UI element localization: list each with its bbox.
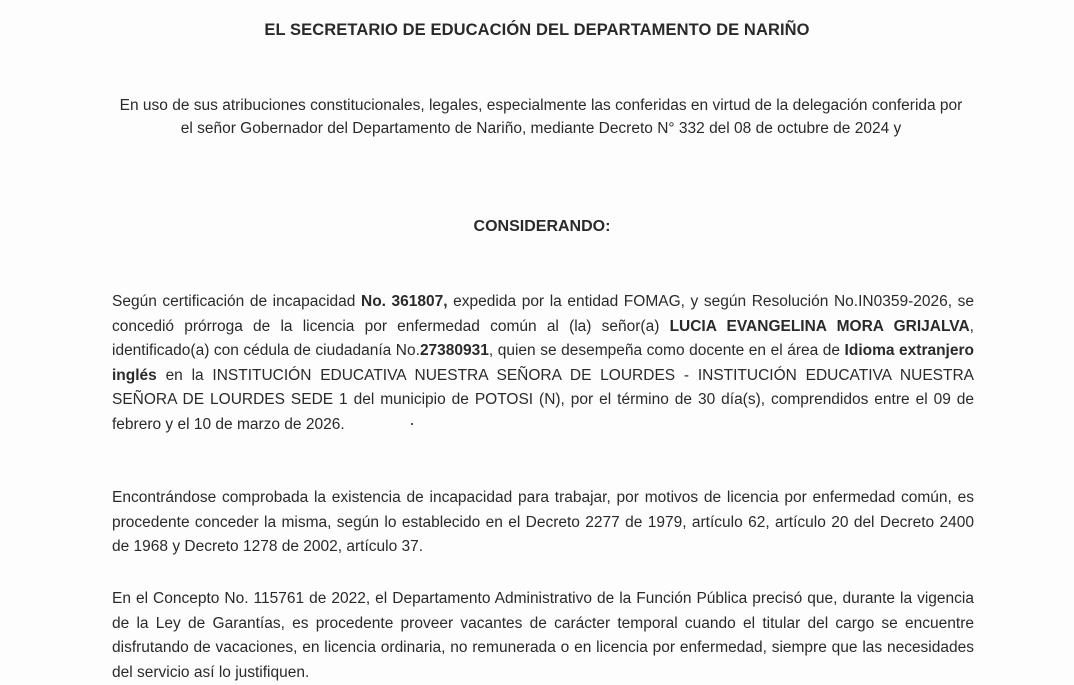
text-segment: , quien se desempeña como docente en el área de bbox=[488, 342, 845, 359]
subject-area: Idioma extranjero inglés bbox=[112, 342, 974, 384]
text-segment: expedida por la entidad FOMAG, y según Resolución No.IN0359-2026, se concedió prórroga de la licencia por enfermedad común al (la) señor(a) bbox=[112, 293, 974, 335]
paragraph-legal-basis: Encontrándose comprobada la existencia de incapacidad para trabajar, por motivos de licencia por enfermedad común, es procedente conceder la misma, según lo establecido en el Decreto 2277 de 1979, artículo 62, artículo 20 del Decreto 2400 de 1968 y Decreto 1278 de 2002, artículo 37. bbox=[112, 489, 974, 555]
text-segment: , identificado(a) con cédula de ciudadanía No. bbox=[112, 317, 974, 359]
text-segment: Según certificación de incapacidad bbox=[112, 293, 361, 310]
document-title: EL SECRETARIO DE EDUCACIÓN DEL DEPARTAMENTO DE NARIÑO bbox=[264, 21, 810, 39]
section-heading: CONSIDERANDO: bbox=[473, 218, 611, 235]
teacher-name: LUCIA EVANGELINA MORA GRIJALVA bbox=[669, 317, 970, 335]
scan-speck bbox=[411, 423, 413, 425]
text-segment: en la INSTITUCIÓN EDUCATIVA NUESTRA SEÑORA DE LOURDES - INSTITUCIÓN EDUCATIVA NUESTRA SEÑORA DE LOURDES SEDE 1 del municipio de POTOSI (N), por el término de 30 día(s), comprendidos entre el 09 de febrero y el 10 de marzo de 2026. bbox=[112, 366, 974, 433]
certificate-number: No. 361807, bbox=[361, 293, 448, 310]
paragraph-certification bbox=[112, 290, 974, 437]
id-number: 27380931 bbox=[419, 342, 489, 359]
intro-paragraph: En uso de sus atribuciones constitucionales, legales, especialmente las conferidas en virtud de la delegación conferida por el señor Gobernador del Departamento de Nariño, mediante Decreto N° 332 del 08 de octubre de 2024 y bbox=[119, 97, 963, 137]
paragraph-concept: En el Concepto No. 115761 de 2022, el Departamento Administrativo de la Función Pública precisó que, durante la vigencia de la Ley de Garantías, es procedente proveer vacantes de carácter temporal cuando el titular del cargo se encuentre disfrutando de vacaciones, en licencia ordinaria, no remunerada o en licencia por enfermedad, siempre que las necesidades del servicio así lo justifiquen. bbox=[112, 590, 974, 681]
